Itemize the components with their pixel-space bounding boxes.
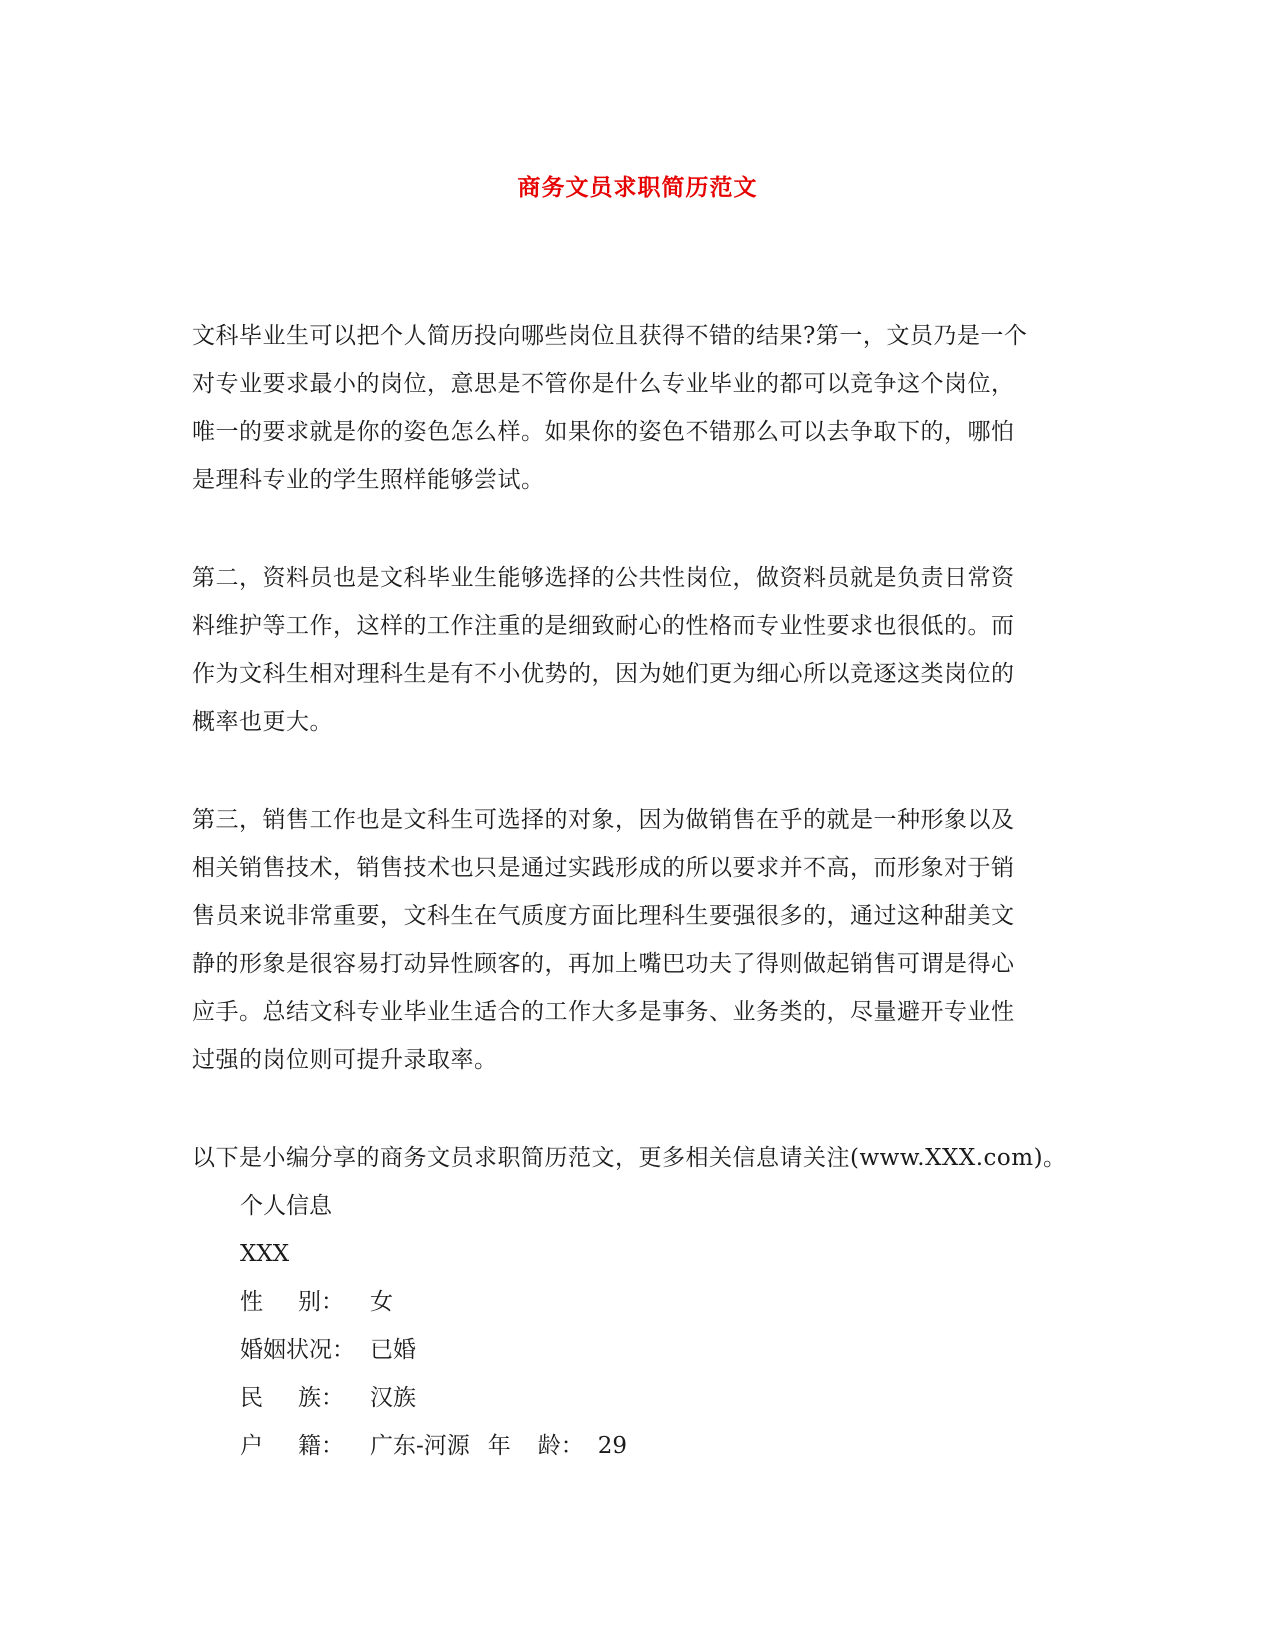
hometown-label-b: 籍： (298, 1433, 344, 1459)
spacer (470, 1422, 488, 1470)
age-label (488, 1422, 584, 1470)
paragraph-line: 文科毕业生可以把个人简历投向哪些岗位且获得不错的结果?第一，文员乃是一个 (192, 323, 1028, 349)
paragraph-line: 相关销售技术，销售技术也只是通过实践形成的所以要求并不高，而形象对于销 (192, 855, 1015, 881)
document-title: 商务文员求职简历范文 (517, 174, 758, 201)
age-label-a: 年 (487, 1433, 511, 1459)
gender-row (240, 1278, 627, 1326)
ethnicity-label-b: 族： (298, 1385, 344, 1411)
paragraph-line: 以下是小编分享的商务文员求职简历范文，更多相关信息请关注(www.XXX.com)。 (192, 1145, 1067, 1171)
personal-info-section (240, 1182, 627, 1470)
hometown-age-row (240, 1422, 627, 1470)
paragraph-line: 过强的岗位则可提升录取率。 (192, 1047, 498, 1073)
paragraph-line: 是理科专业的学生照样能够尝试。 (192, 467, 545, 493)
hometown-label (240, 1422, 344, 1470)
gender-label-b: 别： (298, 1289, 344, 1315)
paragraph-2 (192, 554, 1082, 746)
marital-value: 已婚 (370, 1337, 416, 1363)
paragraph-line: 对专业要求最小的岗位，意思是不管你是什么专业毕业的都可以竞争这个岗位， (192, 371, 1015, 397)
age-label-b: 龄： (537, 1433, 584, 1459)
paragraph-line: 第二，资料员也是文科毕业生能够选择的公共性岗位，做资料员就是负责日常资 (192, 565, 1015, 591)
ethnicity-label (240, 1374, 344, 1422)
age-value: 29 (597, 1433, 628, 1459)
paragraph-3 (192, 796, 1082, 1084)
ethnicity-row (240, 1374, 627, 1422)
marital-label: 婚姻状况： (240, 1337, 355, 1363)
ethnicity-value: 汉族 (370, 1385, 416, 1411)
ethnicity-label-a: 民 (240, 1385, 263, 1411)
paragraph-1 (192, 312, 1082, 504)
paragraph-line: 料维护等工作，这样的工作注重的是细致耐心的性格而专业性要求也很低的。而 (192, 613, 1015, 639)
paragraph-4 (192, 1134, 1082, 1182)
paragraph-line: 售员来说非常重要，文科生在气质度方面比理科生要强很多的，通过这种甜美文 (192, 903, 1015, 929)
paragraph-line: 应手。总结文科专业毕业生适合的工作大多是事务、业务类的，尽量避开专业性 (192, 999, 1015, 1025)
applicant-name: XXX (240, 1241, 290, 1267)
paragraph-line: 概率也更大。 (192, 709, 333, 735)
gender-label-a: 性 (240, 1289, 263, 1315)
hometown-value: 广东-河源 (370, 1433, 470, 1459)
paragraph-line: 作为文科生相对理科生是有不小优势的，因为她们更为细心所以竞逐这类岗位的 (192, 661, 1015, 687)
paragraph-line: 唯一的要求就是你的姿色怎么样。如果你的姿色不错那么可以去争取下的，哪怕 (192, 419, 1015, 445)
gender-label (240, 1278, 344, 1326)
paragraph-line: 静的形象是很容易打动异性顾客的，再加上嘴巴功夫了得则做起销售可谓是得心 (192, 951, 1015, 977)
personal-info-heading: 个人信息 (240, 1193, 332, 1219)
hometown-label-a: 户 (240, 1433, 263, 1459)
gender-value: 女 (370, 1289, 393, 1315)
marital-row (240, 1326, 627, 1374)
paragraph-line: 第三，销售工作也是文科生可选择的对象，因为做销售在乎的就是一种形象以及 (192, 807, 1015, 833)
